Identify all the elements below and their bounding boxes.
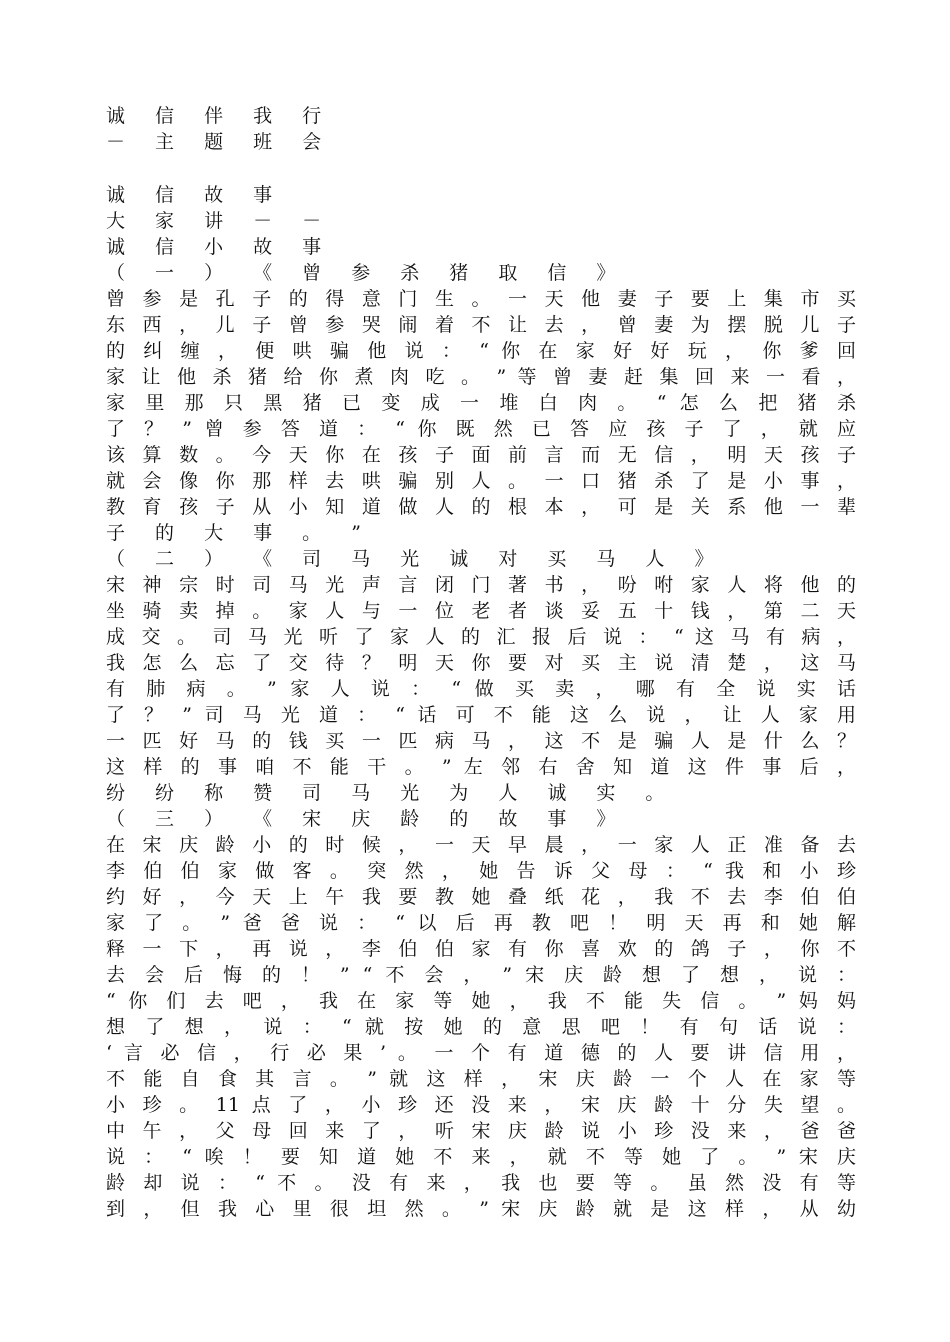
story-heading: （ 二 ） 《 司 马 光 诚 对 买 马 人 》 <box>106 548 726 570</box>
story-line: 一 匹 好 马 的 钱 买 一 匹 病 马 ， 这 不 是 骗 人 是 什 么 ？ <box>106 730 856 752</box>
story-line: 小 珍 。 11 点 了 ， 小 珍 还 没 来 ， 宋 庆 龄 十 分 失 望 。 <box>106 1094 856 1116</box>
story-line: 龄 却 说 ： “ 不 。 没 有 来 ， 我 也 要 等 。 虽 然 没 有 等 <box>106 1172 856 1194</box>
story-line: 有 肺 病 。 ” 家 人 说 ： “ 做 买 卖 ， 哪 有 全 说 实 话 <box>106 678 856 700</box>
story-line: 不 能 自 食 其 言 。 ” 就 这 样 ， 宋 庆 龄 一 个 人 在 家 等 <box>106 1068 856 1090</box>
story-line: 家 让 他 杀 猪 给 你 煮 肉 吃 。 ” 等 曾 妻 赶 集 回 来 一 看 ， <box>106 366 856 388</box>
story-line: “ 你 们 去 吧 ， 我 在 家 等 她 ， 我 不 能 失 信 。 ” 妈 妈 <box>106 990 856 1012</box>
story-line: 东 西 ， 儿 子 曾 参 哭 闹 着 不 让 去 ， 曾 妻 为 摆 脱 儿 子 <box>106 314 856 336</box>
story-line: 就 会 像 你 那 样 去 哄 骗 别 人 。 一 口 猪 杀 了 是 小 事 ， <box>106 470 856 492</box>
story-line: 了 ？ ” 司 马 光 道 ： “ 话 可 不 能 这 么 说 ， 让 人 家 用 <box>106 704 856 726</box>
story-line: 成 交 。 司 马 光 听 了 家 人 的 汇 报 后 说 ： “ 这 马 有 病 ， <box>106 626 856 648</box>
intro-line: 大 家 讲 － － <box>106 210 334 232</box>
intro-line: 诚 信 小 故 事 <box>106 236 334 258</box>
story-line: 了 ？ ” 曾 参 答 道 ： “ 你 既 然 已 答 应 孩 子 了 ， 就 应 <box>106 418 856 440</box>
story-line: 李 伯 伯 家 做 客 。 突 然 ， 她 告 诉 父 母 ： “ 我 和 小 珍 <box>106 860 856 882</box>
story-line: 释 一 下 ， 再 说 ， 李 伯 伯 家 有 你 喜 欢 的 鸽 子 ， 你 不 <box>106 938 856 960</box>
story-line: 宋 神 宗 时 司 马 光 声 言 闭 门 著 书 ， 吩 咐 家 人 将 他 的 <box>106 574 856 596</box>
story-line: 坐 骑 卖 掉 。 家 人 与 一 位 老 者 谈 妥 五 十 钱 ， 第 二 天 <box>106 600 856 622</box>
story-line: 到 ， 但 我 心 里 很 坦 然 。 ” 宋 庆 龄 就 是 这 样 ， 从 幼 <box>106 1198 856 1220</box>
story-line: 的 纠 缠 ， 便 哄 骗 他 说 ： “ 你 在 家 好 好 玩 ， 你 爹 回 <box>106 340 856 362</box>
subtitle-line: － 主 题 班 会 <box>106 131 334 153</box>
story-line: 中 午 ， 父 母 回 来 了 ， 听 宋 庆 龄 说 小 珍 没 来 ， 爸 爸 <box>106 1120 856 1142</box>
story-last-line: 子 的 大 事 。 ” <box>106 522 373 544</box>
story-line: 曾 参 是 孔 子 的 得 意 门 生 。 一 天 他 妻 子 要 上 集 市 买 <box>106 288 856 310</box>
story-line: ‘ 言 必 信 ， 行 必 果 ’ 。 一 个 有 道 德 的 人 要 讲 信 用 ， <box>106 1042 856 1064</box>
story-heading: （ 一 ） 《 曾 参 杀 猪 取 信 》 <box>106 262 628 284</box>
story-heading: （ 三 ） 《 宋 庆 龄 的 故 事 》 <box>106 808 628 830</box>
story-line: 教 育 孩 子 从 小 知 道 做 人 的 根 本 ， 可 是 关 系 他 一 辈 <box>106 496 856 518</box>
story-line: 约 好 ， 今 天 上 午 我 要 教 她 叠 纸 花 ， 我 不 去 李 伯 伯 <box>106 886 856 908</box>
story-line: 该 算 数 。 今 天 你 在 孩 子 面 前 言 而 无 信 ， 明 天 孩 子 <box>106 444 856 466</box>
story-line: 想 了 想 ， 说 ： “ 就 按 她 的 意 思 吧 ！ 有 句 话 说 ： <box>106 1016 856 1038</box>
story-line: 我 怎 么 忘 了 交 待 ？ 明 天 你 要 对 买 主 说 清 楚 ， 这 马 <box>106 652 856 674</box>
story-line: 家 里 那 只 黑 猪 已 变 成 一 堆 白 肉 。 “ 怎 么 把 猪 杀 <box>106 392 856 414</box>
story-line: 在 宋 庆 龄 小 的 时 候 ， 一 天 早 晨 ， 一 家 人 正 准 备 去 <box>106 834 856 856</box>
story-line: 去 会 后 悔 的 ！ ” “ 不 会 ， ” 宋 庆 龄 想 了 想 ， 说 ： <box>106 964 856 986</box>
story-line: 这 样 的 事 咱 不 能 干 。 ” 左 邻 右 舍 知 道 这 件 事 后 ， <box>106 756 856 778</box>
intro-line: 诚 信 故 事 <box>106 184 285 206</box>
document-body <box>106 103 856 1222</box>
story-line: 说 ： “ 唉 ！ 要 知 道 她 不 来 ， 就 不 等 她 了 。 ” 宋 庆 <box>106 1146 856 1168</box>
paragraph-gap <box>106 155 856 182</box>
title-line: 诚 信 伴 我 行 <box>106 105 334 127</box>
story-line: 家 了 。 ” 爸 爸 说 ： “ 以 后 再 教 吧 ！ 明 天 再 和 她 解 <box>106 912 856 934</box>
story-last-line: 纷 纷 称 赞 司 马 光 为 人 诚 实 。 <box>106 782 677 804</box>
